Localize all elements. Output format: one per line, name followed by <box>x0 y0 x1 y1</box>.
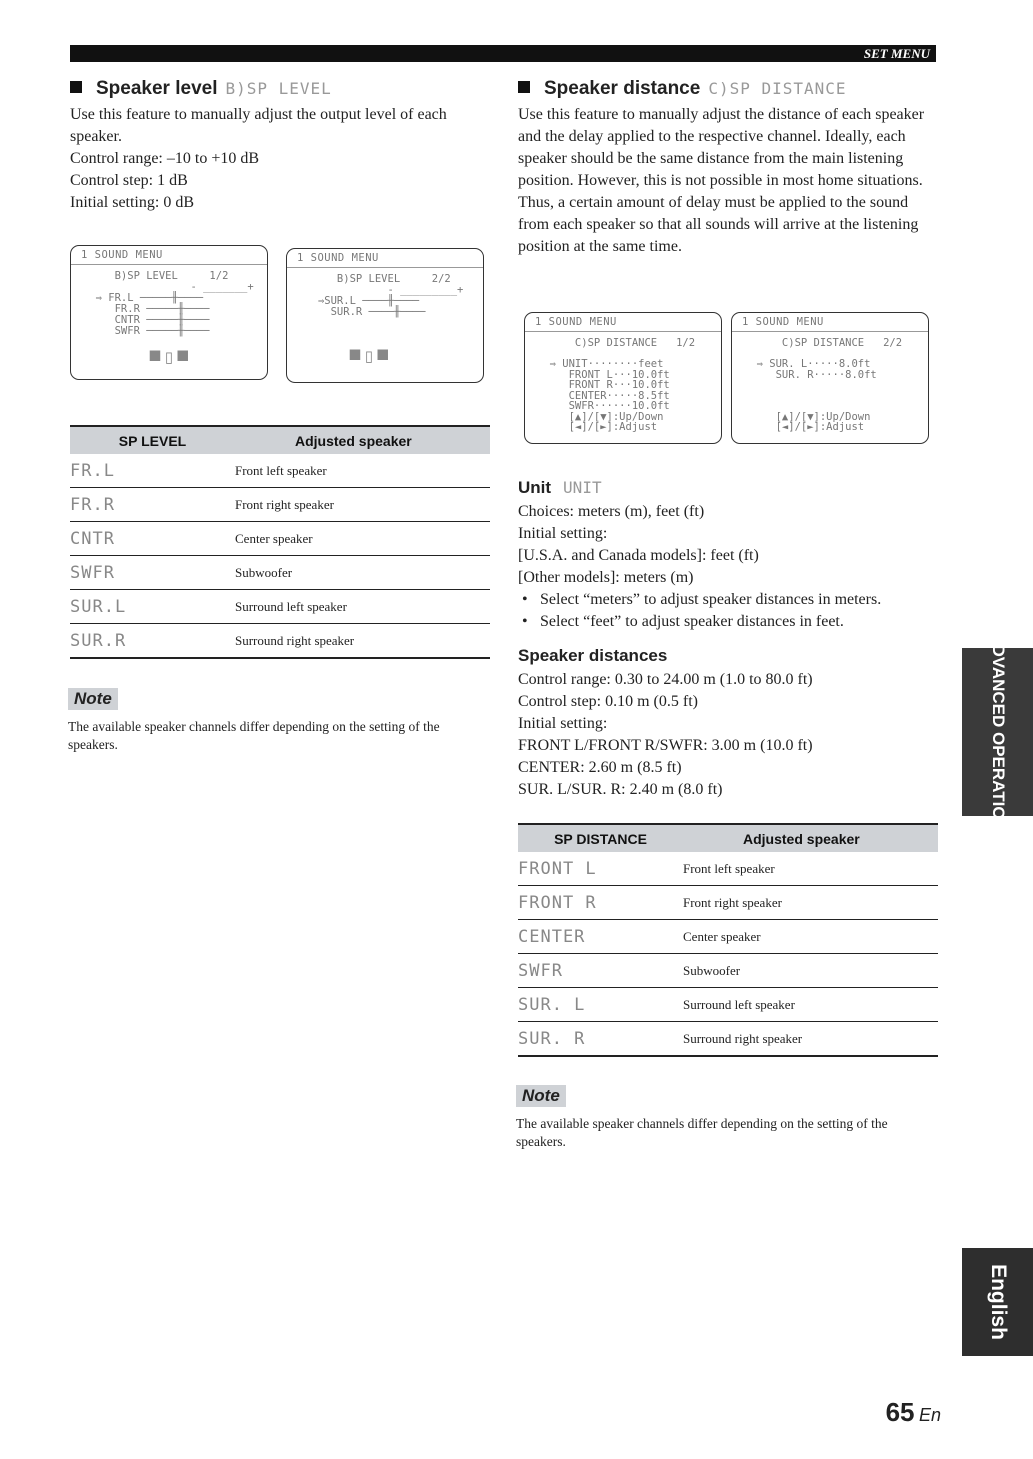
speaker-code: FRONT L <box>518 852 683 886</box>
page-number-value: 65 <box>885 1397 915 1427</box>
table-row <box>518 954 938 988</box>
speaker-desc: Front right speaker <box>683 886 938 920</box>
table-row <box>518 1022 938 1057</box>
osd-body: B)SP LEVEL 1/2 - _______+ ⇒ FR.L ─────╫──── FR.R ─────╫──── CNTR ─────╫──── SWFR ─────╫──── <box>95 270 254 337</box>
table-row <box>518 886 938 920</box>
speaker-desc: Subwoofer <box>683 954 938 988</box>
osd-body: C)SP DISTANCE 1/2 ⇒ UNIT········feet FRONT L···10.0ft FRONT R···10.0ft CENTER·····8.5ft SWFR······10.0ft [▲]/[▼]:Up/Down [◄]/[►]:Adjust <box>549 337 696 433</box>
table-row <box>70 556 490 590</box>
table-row <box>70 590 490 624</box>
speaker-code: SWFR <box>70 556 235 590</box>
sp-distance-table-wrap <box>518 823 938 1057</box>
unit-initial: Initial setting: <box>518 525 608 542</box>
column-header: Adjusted speaker <box>235 426 490 454</box>
unit-heading <box>518 478 938 498</box>
table-header-row <box>518 824 938 852</box>
unit-other: [Other models]: meters (m) <box>518 569 694 586</box>
speaker-distance-section <box>518 78 938 258</box>
speaker-desc: Surround left speaker <box>683 988 938 1022</box>
header-bar <box>70 45 936 62</box>
column-header: SP LEVEL <box>70 426 235 454</box>
side-tab-label: ADVANCED OPERATION <box>988 632 1008 832</box>
distances-step: Control step: 0.10 m (0.5 ft) <box>518 693 698 710</box>
speaker-level-intro: Use this feature to manually adjust the output level of each speaker. <box>70 106 447 145</box>
sp-distance-table <box>518 823 938 1057</box>
speaker-desc: Surround right speaker <box>235 624 490 659</box>
unit-title: Unit <box>518 478 552 497</box>
speaker-desc: Center speaker <box>235 522 490 556</box>
speaker-code: SUR.L <box>70 590 235 624</box>
unit-lcd: UNIT <box>563 478 602 497</box>
unit-usa: [U.S.A. and Canada models]: feet (ft) <box>518 547 759 564</box>
note-left <box>68 688 488 754</box>
table-row <box>518 988 938 1022</box>
distances-surround: SUR. L/SUR. R: 2.40 m (8.0 ft) <box>518 781 723 798</box>
speaker-level-step: Control step: 1 dB <box>70 172 188 189</box>
table-row <box>70 624 490 659</box>
osd-screen-level-2 <box>286 248 484 383</box>
osd-screen-level-1 <box>70 245 268 380</box>
table-header-row <box>70 426 490 454</box>
speaker-desc: Front left speaker <box>235 454 490 488</box>
speaker-desc: Surround right speaker <box>683 1022 938 1057</box>
distances-range: Control range: 0.30 to 24.00 m (1.0 to 80.0 ft) <box>518 671 813 688</box>
list-item: • Select “meters” to adjust speaker distances in meters. <box>518 589 938 611</box>
osd-screen-distance-1 <box>524 312 722 444</box>
unit-bullets <box>518 589 938 633</box>
distances-center: CENTER: 2.60 m (8.5 ft) <box>518 759 682 776</box>
speaker-desc: Center speaker <box>683 920 938 954</box>
sp-level-table-wrap <box>70 425 490 659</box>
osd-header: 1 SOUND MENU <box>287 249 483 268</box>
note-label: Note <box>516 1085 566 1107</box>
osd-body: B)SP LEVEL 2/2 - _________+ ⇒SUR.L ────╫──── SUR.R ────╫──── <box>317 273 464 318</box>
speaker-code: CNTR <box>70 522 235 556</box>
side-tab-english[interactable] <box>962 1248 1033 1356</box>
speaker-distance-intro: Use this feature to manually adjust the distance of each speaker and the delay applied to the respective channel. Ideally, each speaker should be the same distance from the main listening position. However, this is not possible in most home situations. Thus, a certain amount of delay must be applied to the sound from each speaker so that all sounds will arrive at the listening position at the same time. <box>518 106 925 255</box>
section-label: SET MENU <box>863 46 930 61</box>
column-header: Adjusted speaker <box>683 824 938 852</box>
table-row <box>518 852 938 886</box>
speaker-code: FR.R <box>70 488 235 522</box>
column-header: SP DISTANCE <box>518 824 683 852</box>
osd-header: 1 SOUND MENU <box>525 313 721 332</box>
speaker-code: FR.L <box>70 454 235 488</box>
speaker-distances-heading: Speaker distances <box>518 646 668 665</box>
osd-header: 1 SOUND MENU <box>71 246 267 265</box>
speaker-level-range: Control range: –10 to +10 dB <box>70 150 260 167</box>
speaker-desc: Front left speaker <box>683 852 938 886</box>
speaker-code: SUR.R <box>70 624 235 659</box>
bullet-square-icon <box>70 81 82 93</box>
distances-front: FRONT L/FRONT R/SWFR: 3.00 m (10.0 ft) <box>518 737 813 754</box>
speaker-desc: Surround left speaker <box>235 590 490 624</box>
speaker-distances-section <box>518 646 938 801</box>
table-row <box>518 920 938 954</box>
table-row <box>70 522 490 556</box>
speaker-code: CENTER <box>518 920 683 954</box>
page-number <box>886 1397 941 1428</box>
speaker-level-title: Speaker level <box>96 78 218 99</box>
speaker-desc: Subwoofer <box>235 556 490 590</box>
speaker-desc: Front right speaker <box>235 488 490 522</box>
speaker-level-initial: Initial setting: 0 dB <box>70 194 194 211</box>
speaker-code: SWFR <box>518 954 683 988</box>
speaker-icons: ⯀ ▯ ⯀ <box>349 349 389 365</box>
side-tab-advanced-operation[interactable] <box>962 632 1033 832</box>
sp-level-table <box>70 425 490 659</box>
page-language-suffix: En <box>918 1405 941 1425</box>
osd-screen-distance-2 <box>731 312 929 444</box>
side-tab-label: English <box>986 1264 1010 1340</box>
table-row <box>70 454 490 488</box>
speaker-level-section <box>70 78 490 214</box>
note-label: Note <box>68 688 118 710</box>
speaker-level-lcd-title: B)SP LEVEL <box>225 79 332 98</box>
bullet-square-icon <box>518 81 530 93</box>
speaker-distance-heading <box>518 78 938 100</box>
list-item: • Select “feet” to adjust speaker distances in feet. <box>518 611 938 633</box>
speaker-code: FRONT R <box>518 886 683 920</box>
unit-choices: Choices: meters (m), feet (ft) <box>518 503 705 520</box>
note-text: The available speaker channels differ depending on the setting of the speakers. <box>516 1116 888 1149</box>
speaker-icons: ⯀ ▯ ⯀ <box>149 350 189 366</box>
table-row <box>70 488 490 522</box>
speaker-level-heading <box>70 78 490 100</box>
speaker-code: SUR. L <box>518 988 683 1022</box>
speaker-distance-title: Speaker distance <box>544 78 701 99</box>
speaker-distance-lcd-title: C)SP DISTANCE <box>708 79 847 98</box>
note-right <box>516 1085 936 1151</box>
osd-header: 1 SOUND MENU <box>732 313 928 332</box>
distances-initial: Initial setting: <box>518 715 608 732</box>
speaker-code: SUR. R <box>518 1022 683 1057</box>
unit-section <box>518 478 938 633</box>
note-text: The available speaker channels differ depending on the setting of the speakers. <box>68 719 440 752</box>
osd-body: C)SP DISTANCE 2/2 ⇒ SUR. L·····8.0ft SUR. R·····8.0ft [▲]/[▼]:Up/Down [◄]/[►]:Adjust <box>756 337 903 433</box>
